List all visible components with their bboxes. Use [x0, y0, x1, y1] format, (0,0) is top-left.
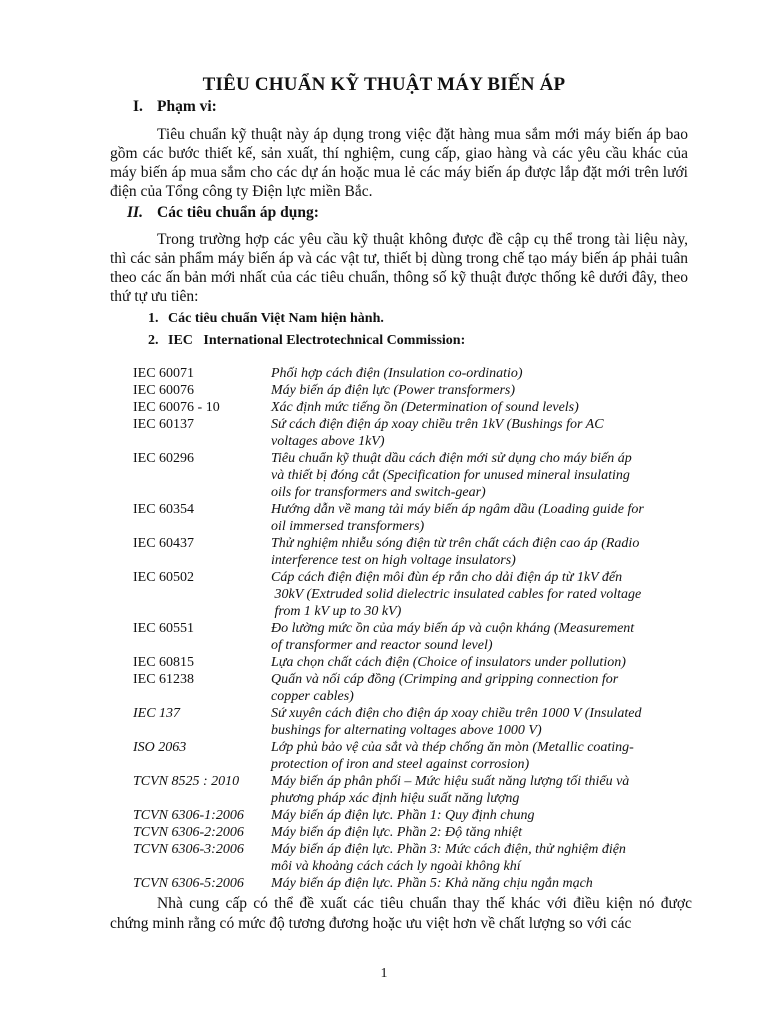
- standard-row: [133, 773, 693, 807]
- standard-row: [133, 416, 693, 450]
- section-1-title: Phạm vi:: [157, 98, 217, 115]
- section-2-paragraph: Trong trường hợp các yêu cầu kỹ thuật không được đề cập cụ thể trong tài liệu này, thì các sản phẩm máy biến áp và các vật tư, thiết bị dùng trong chế tạo máy biến áp phải tuân theo các ấn bản mới nhất của các tiêu chuẩn, thông số kỹ thuật được thống kê dưới đây, theo thứ tự ưu tiên:: [110, 231, 688, 305]
- standard-code: IEC 61238: [133, 672, 195, 687]
- section-2-title: Các tiêu chuẩn áp dụng:: [157, 204, 319, 221]
- standard-row: [133, 875, 693, 892]
- standard-row: [133, 705, 693, 739]
- section-1-heading: [133, 98, 217, 116]
- standard-description: [271, 875, 693, 892]
- standard-code: ISO 2063: [133, 740, 187, 755]
- standard-code: IEC 60076: [133, 383, 195, 398]
- standard-description: [271, 399, 693, 416]
- standard-description: [271, 671, 693, 705]
- standard-row: [133, 569, 693, 620]
- standard-row: [133, 671, 693, 705]
- section-1-number: I.: [133, 98, 143, 115]
- standard-row: [133, 501, 693, 535]
- standard-code: IEC 60296: [133, 451, 195, 466]
- list-item-number: 2.: [148, 333, 159, 348]
- standard-code: IEC 60551: [133, 621, 195, 636]
- standard-description: [271, 450, 693, 501]
- list-item: [148, 311, 384, 327]
- list-item-text: Các tiêu chuẩn Việt Nam hiện hành.: [168, 311, 384, 326]
- standard-description-line: Sứ cách điện điện áp xoay chiều trên 1kV (Bushings for AC: [271, 417, 604, 432]
- standard-code: TCVN 6306-2:2006: [133, 825, 244, 840]
- standard-description-line: Phối hợp cách điện (Insulation co-ordinatio): [271, 366, 523, 381]
- standard-description: [271, 739, 693, 773]
- standard-description-line: Hướng dẫn về mang tải máy biến áp ngâm dầu (Loading guide for: [271, 502, 644, 517]
- standard-description-line: interference test on high voltage insulators): [271, 553, 516, 568]
- section-1-paragraph: Tiêu chuẩn kỹ thuật này áp dụng trong việc đặt hàng mua sắm mới máy biến áp bao gồm các bước thiết kế, sản xuất, thí nghiệm, cung cấp, giao hàng và các yêu cầu khác của máy biến áp mua sắm cho các dự án hoặc mua lẻ các máy biến áp được lắp đặt mới trên lưới điện của Tổng công ty Điện lực miền Bắc.: [110, 126, 688, 200]
- standard-description-line: Lớp phủ bảo vệ của sắt và thép chống ăn mòn (Metallic coating-: [271, 740, 634, 755]
- standard-description: [271, 654, 693, 671]
- standard-code: IEC 60076 - 10: [133, 400, 220, 415]
- standard-row: [133, 365, 693, 382]
- standard-description: [271, 620, 693, 654]
- standard-code: IEC 60137: [133, 417, 195, 432]
- standard-description-line: Máy biến áp điện lực. Phần 3: Mức cách điện, thử nghiệm điện: [271, 842, 626, 857]
- standard-row: [133, 654, 693, 671]
- section-2-heading: [127, 204, 319, 222]
- document-title: TIÊU CHUẨN KỸ THUẬT MÁY BIẾN ÁP: [202, 74, 566, 95]
- standards-table: [133, 365, 693, 892]
- standard-description-line: Máy biến áp điện lực. Phần 5: Khả năng chịu ngắn mạch: [271, 876, 593, 891]
- standard-code: IEC 60815: [133, 655, 195, 670]
- closing-paragraph: Nhà cung cấp có thể đề xuất các tiêu chuẩn thay thế khác với điều kiện nó được chứng minh rằng có mức độ tương đương hoặc ưu việt hơn về chất lượng so với các: [110, 895, 692, 932]
- standard-description-line: from 1 kV up to 30 kV): [271, 604, 402, 619]
- standard-description-line: voltages above 1kV): [271, 434, 385, 449]
- standard-code: IEC 137: [133, 706, 181, 721]
- standard-row: [133, 382, 693, 399]
- standard-description: [271, 535, 693, 569]
- standard-description: [271, 501, 693, 535]
- standard-row: [133, 824, 693, 841]
- standard-description: [271, 841, 693, 875]
- standard-row: [133, 620, 693, 654]
- standard-description-line: protection of iron and steel against corrosion): [271, 757, 530, 772]
- standard-row: [133, 450, 693, 501]
- standard-description: [271, 569, 693, 620]
- standard-description-line: 30kV (Extruded solid dielectric insulated cables for rated voltage: [271, 587, 642, 602]
- standard-description-line: bushings for alternating voltages above 1000 V): [271, 723, 542, 738]
- list-item-text: IEC International Electrotechnical Commission:: [168, 333, 466, 348]
- standard-description: [271, 824, 693, 841]
- standard-code: IEC 60502: [133, 570, 195, 585]
- standard-description: [271, 773, 693, 807]
- standard-code: IEC 60071: [133, 366, 195, 381]
- standard-code: TCVN 6306-3:2006: [133, 842, 244, 857]
- standard-code: TCVN 6306-1:2006: [133, 808, 244, 823]
- page-number: 1: [380, 966, 388, 981]
- list-item-number: 1.: [148, 311, 159, 326]
- standard-description-line: copper cables): [271, 689, 354, 704]
- standard-description: [271, 365, 693, 382]
- standard-description: [271, 807, 693, 824]
- standard-description-line: Thử nghiệm nhiễu sóng điện từ trên chất cách điện cao áp (Radio: [271, 536, 640, 551]
- standard-description-line: phương pháp xác định hiệu suất năng lượng: [271, 791, 520, 806]
- standard-description: [271, 382, 693, 399]
- standard-row: [133, 807, 693, 824]
- standard-description-line: Máy biến áp điện lực. Phần 1: Quy định chung: [271, 808, 535, 823]
- standard-description-line: oils for transformers and switch-gear): [271, 485, 486, 500]
- standard-code: IEC 60354: [133, 502, 195, 517]
- standard-description-line: of transformer and reactor sound level): [271, 638, 493, 653]
- list-item: [148, 333, 465, 349]
- standard-code: IEC 60437: [133, 536, 195, 551]
- standard-description: [271, 416, 693, 450]
- standard-description: [271, 705, 693, 739]
- standard-description-line: Lựa chọn chất cách điện (Choice of insulators under pollution): [271, 655, 626, 670]
- standard-row: [133, 739, 693, 773]
- standard-description-line: Sứ xuyên cách điện cho điện áp xoay chiều trên 1000 V (Insulated: [271, 706, 642, 721]
- standard-description-line: oil immersed transformers): [271, 519, 425, 534]
- standard-row: [133, 841, 693, 875]
- standard-row: [133, 535, 693, 569]
- standard-description-line: Cáp cách điện điện môi đùn ép rắn cho dải điện áp từ 1kV đến: [271, 570, 623, 585]
- standard-description-line: Tiêu chuẩn kỹ thuật dầu cách điện mới sử dụng cho máy biến áp: [271, 451, 632, 466]
- standard-code: TCVN 6306-5:2006: [133, 876, 244, 891]
- standard-description-line: Máy biến áp điện lực. Phần 2: Độ tăng nhiệt: [271, 825, 523, 840]
- standard-description-line: Đo lường mức ồn của máy biến áp và cuộn kháng (Measurement: [271, 621, 635, 636]
- standard-description-line: Máy biến áp phân phối – Mức hiệu suất năng lượng tối thiểu và: [271, 774, 630, 789]
- section-2-number: II.: [127, 204, 143, 221]
- standard-row: [133, 399, 693, 416]
- standard-description-line: môi và khoảng cách cách ly ngoài không khí: [271, 859, 521, 874]
- standard-description-line: Xác định mức tiếng ồn (Determination of sound levels): [271, 400, 579, 415]
- standard-code: TCVN 8525 : 2010: [133, 774, 240, 789]
- standard-description-line: Quấn và nối cáp đồng (Crimping and gripping connection for: [271, 672, 619, 687]
- standard-description-line: Máy biến áp điện lực (Power transformers): [271, 383, 516, 398]
- standard-description-line: và thiết bị đóng cắt (Specification for unused mineral insulating: [271, 468, 630, 483]
